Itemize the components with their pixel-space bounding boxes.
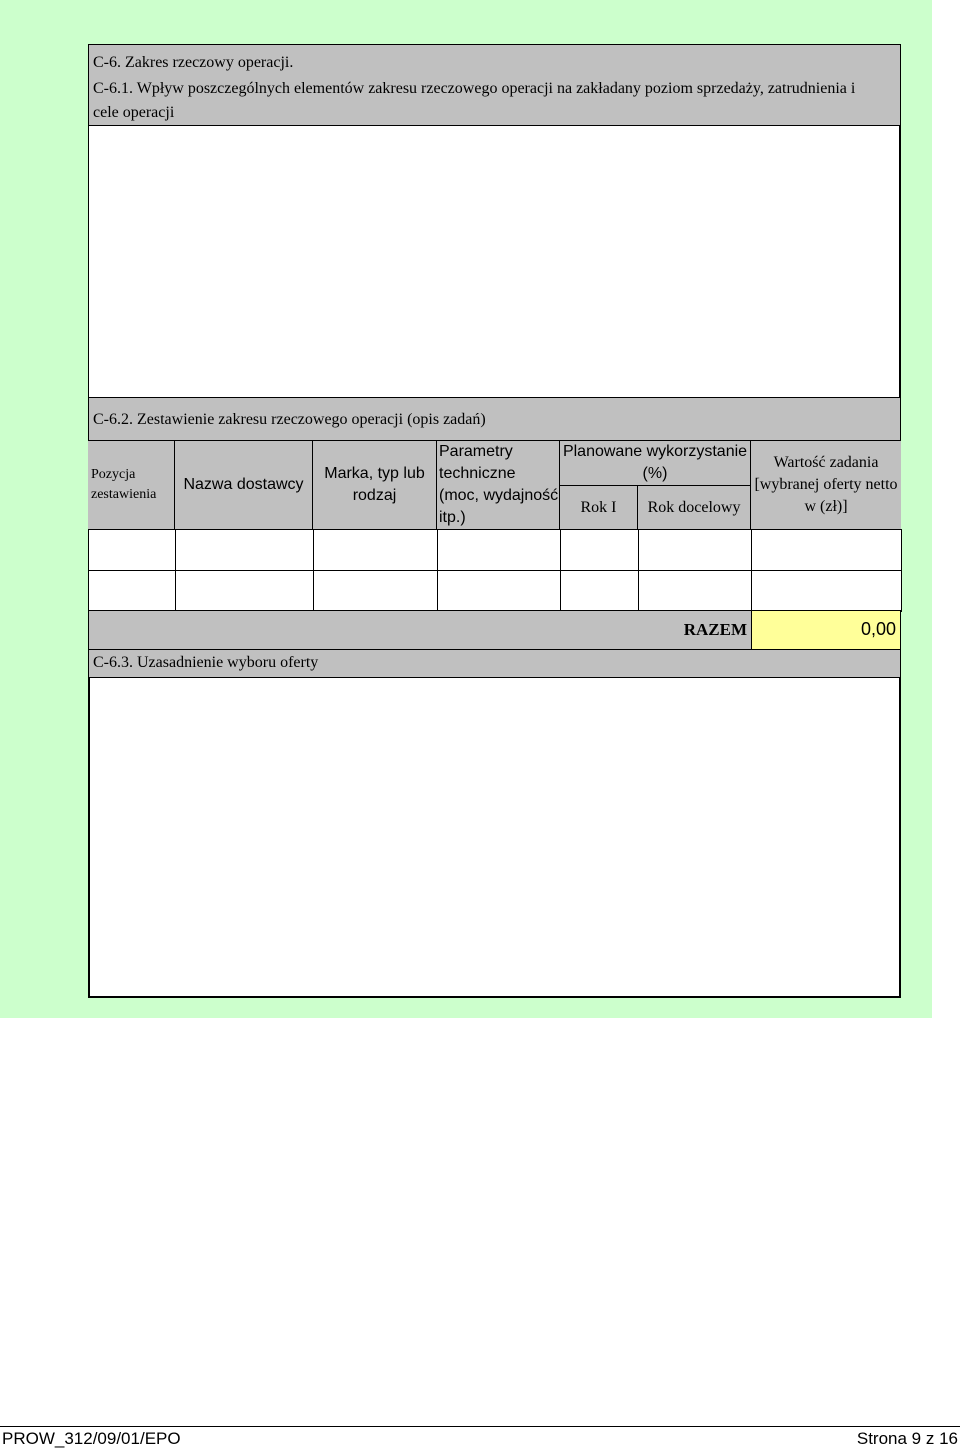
footer-rule (0, 1426, 960, 1427)
table-cell[interactable] (88, 529, 176, 571)
section-c62-header (88, 397, 901, 441)
table-cell[interactable] (437, 529, 561, 571)
table-cell[interactable] (437, 570, 561, 612)
col-header-parametry: Parametry techniczne (moc, wydajność itp.) (437, 441, 560, 529)
section-c6-title: C-6. Zakres rzeczowy operacji. (93, 54, 294, 71)
table-cell[interactable] (560, 570, 639, 612)
section-c61-title: C-6.1. Wpływ poszczególnych elementów zakresu rzeczowego operacji na zakładany poziom sprzedaży, zatrudnienia i cele operacji (93, 80, 856, 121)
razem-value-field[interactable] (751, 610, 901, 650)
section-c63-title: C-6.3. Uzasadnienie wyboru oferty (93, 654, 319, 671)
table-cell[interactable] (638, 529, 752, 571)
section-c63-header (88, 649, 901, 679)
col-header-rok-docelowy: Rok docelowy (638, 485, 751, 529)
col-header-pozycja: Pozycja zestawienia (88, 441, 175, 529)
table-cell[interactable] (751, 529, 902, 571)
table-cell[interactable] (175, 570, 314, 612)
col-header-planowane: Planowane wykorzystanie (%) (560, 441, 751, 485)
section-c6-header (88, 44, 901, 127)
table-cell[interactable] (313, 570, 438, 612)
col-header-marka: Marka, typ lub rodzaj (313, 441, 437, 529)
col-header-wartosc: Wartość zadania [wybranej oferty netto w (zł)] (751, 441, 901, 529)
table-cell[interactable] (560, 529, 639, 571)
table-cell[interactable] (175, 529, 314, 571)
razem-value: 0,00 (860, 619, 896, 639)
table-cell[interactable] (638, 570, 752, 612)
table-cell[interactable] (751, 570, 902, 612)
razem-row (88, 610, 752, 650)
table-cell[interactable] (313, 529, 438, 571)
footer-page-number: Strona 9 z 16 (856, 1429, 958, 1448)
c63-text-area[interactable] (88, 678, 901, 998)
section-c62-title: C-6.2. Zestawienie zakresu rzeczowego operacji (opis zadań) (93, 411, 486, 428)
col-header-dostawca: Nazwa dostawcy (175, 441, 313, 529)
razem-label: RAZEM (683, 620, 747, 639)
col-header-rok1: Rok I (560, 485, 638, 529)
c61-text-area[interactable] (88, 126, 901, 398)
footer-doc-code: PROW_312/09/01/EPO (2, 1429, 181, 1448)
table-cell[interactable] (88, 570, 176, 612)
